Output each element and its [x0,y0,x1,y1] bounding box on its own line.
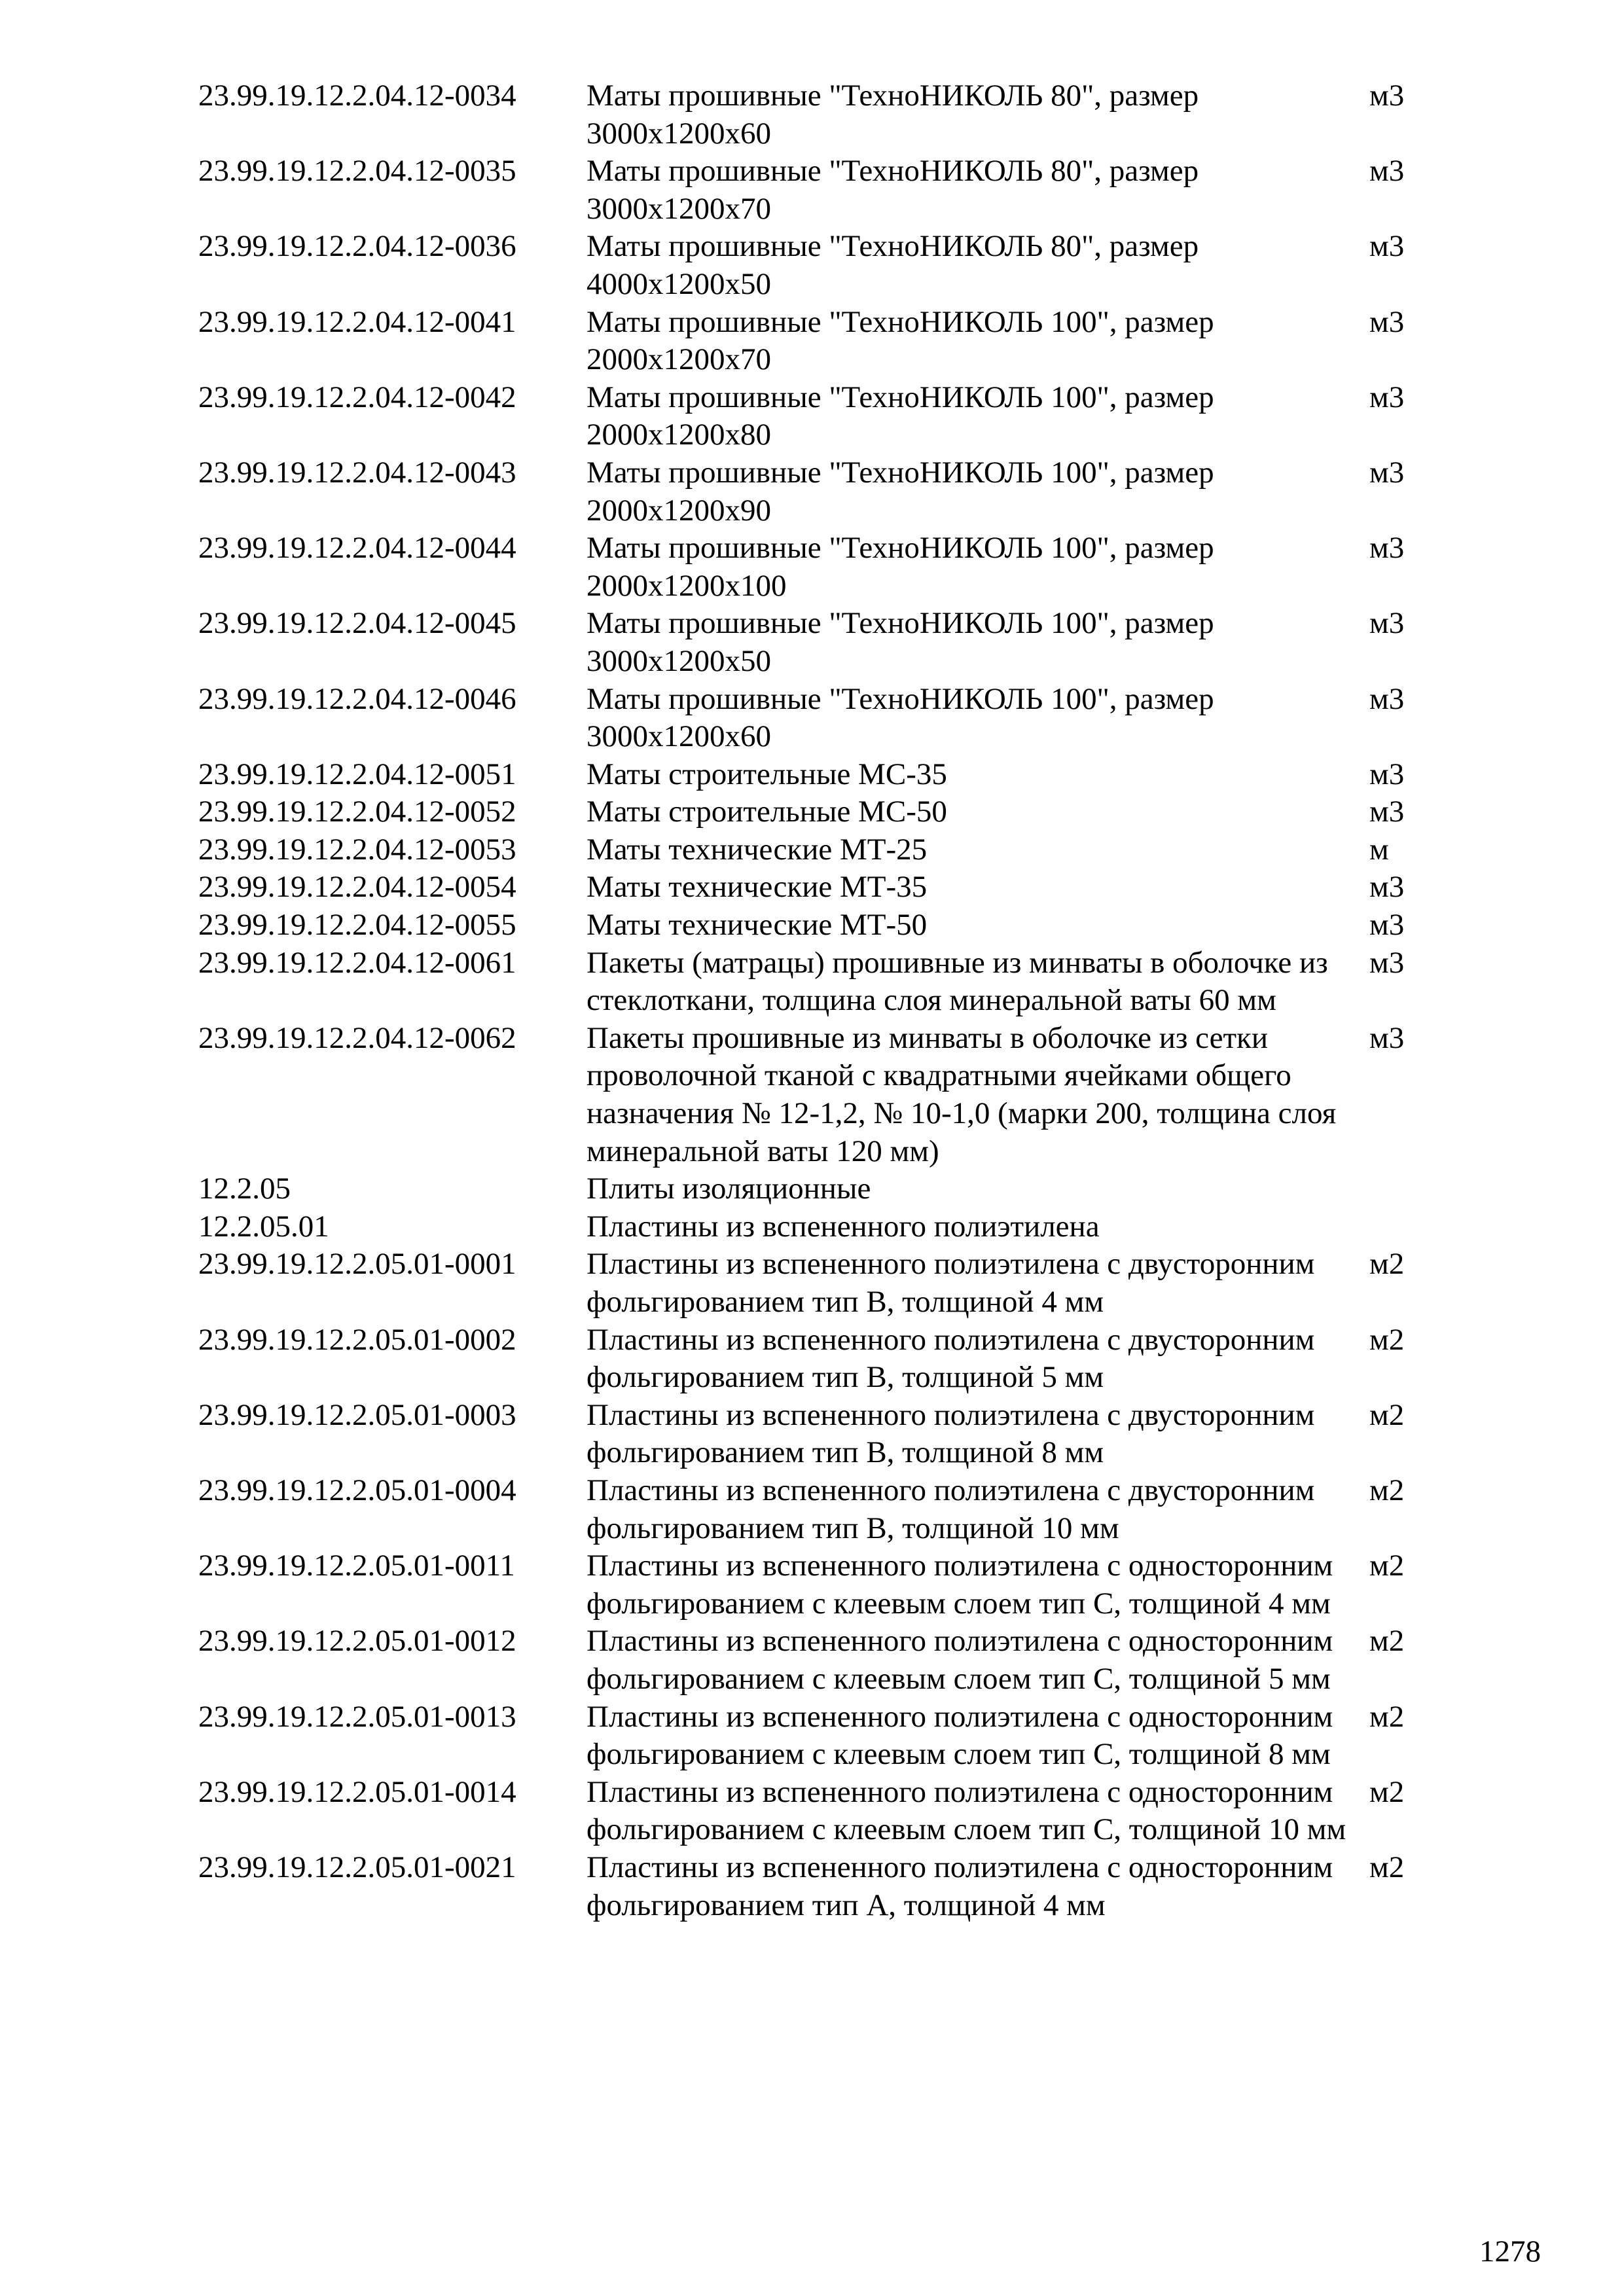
table-row [198,1774,1416,1849]
row-unit: м3 [1369,945,1405,980]
row-name: Пластины из вспененного полиэтилена с односторонним фольгированием тип А, толщиной 4 мм [586,1850,1333,1922]
table-row [198,1698,1416,1774]
section-heading-row [198,1170,1416,1208]
row-name: Пластины из вспененного полиэтилена с двусторонним фольгированием тип В, толщиной 10 мм [586,1473,1315,1545]
row-unit: м3 [1369,908,1405,942]
row-unit: м3 [1369,154,1405,188]
row-unit: м2 [1369,1699,1405,1734]
row-unit: м3 [1369,757,1405,791]
row-name: Пластины из вспененного полиэтилена с односторонним фольгированием с клеевым слоем тип С, толщиной 8 мм [586,1699,1333,1772]
table-row [198,1472,1416,1547]
row-name: Пластины из вспененного полиэтилена с двусторонним фольгированием тип В, толщиной 4 мм [586,1247,1315,1319]
row-unit: м3 [1369,79,1405,113]
row-code: 23.99.19.12.2.05.01-0014 [198,1774,516,1809]
section-title: Плиты изоляционные [586,1172,871,1206]
table-row [198,304,1416,379]
row-unit: м3 [1369,531,1405,565]
row-code: 23.99.19.12.2.04.12-0055 [198,908,516,942]
row-code: 23.99.19.12.2.04.12-0042 [198,380,516,414]
row-name: Пластины из вспененного полиэтилена с односторонним фольгированием с клеевым слоем тип С, толщиной 10 мм [586,1774,1346,1847]
table-row [198,529,1416,605]
row-code: 23.99.19.12.2.04.12-0035 [198,154,516,188]
subsection-code: 12.2.05.01 [198,1209,329,1244]
row-unit: м2 [1369,1397,1405,1432]
row-name: Маты прошивные "ТехноНИКОЛЬ 100", размер 3000х1200х50 [586,606,1214,678]
price-table [198,77,1416,1924]
row-unit: м2 [1369,1774,1405,1809]
row-unit: м3 [1369,455,1405,490]
row-code: 23.99.19.12.2.05.01-0002 [198,1322,516,1357]
table-row [198,228,1416,303]
row-unit: м3 [1369,1020,1405,1055]
table-row [198,944,1416,1020]
table-row [198,869,1416,906]
row-code: 23.99.19.12.2.04.12-0046 [198,681,516,716]
table-row [198,1849,1416,1924]
row-unit: м2 [1369,1549,1405,1583]
row-name: Маты прошивные "ТехноНИКОЛЬ 100", размер 2000х1200х100 [586,531,1214,603]
row-code: 23.99.19.12.2.04.12-0045 [198,606,516,641]
row-name: Маты прошивные "ТехноНИКОЛЬ 100", размер 2000х1200х90 [586,455,1214,528]
row-name: Маты прошивные "ТехноНИКОЛЬ 80", размер 3000х1200х60 [586,79,1199,151]
table-row [198,1397,1416,1472]
table-row [198,1321,1416,1397]
row-unit: м3 [1369,229,1405,264]
row-name: Маты технические МТ-50 [586,908,928,942]
section-code: 12.2.05 [198,1172,291,1206]
row-code: 23.99.19.12.2.05.01-0004 [198,1473,516,1507]
table-row [198,152,1416,228]
row-unit: м3 [1369,795,1405,829]
row-unit: м [1369,832,1389,867]
table-row [198,1246,1416,1321]
row-code: 23.99.19.12.2.05.01-0001 [198,1247,516,1282]
row-code: 23.99.19.12.2.04.12-0041 [198,304,516,339]
row-code: 23.99.19.12.2.04.12-0044 [198,531,516,565]
table-row [198,906,1416,944]
row-code: 23.99.19.12.2.05.01-0011 [198,1549,515,1583]
row-code: 23.99.19.12.2.04.12-0051 [198,757,516,791]
row-unit: м3 [1369,380,1405,414]
row-code: 23.99.19.12.2.04.12-0054 [198,870,516,905]
table-row [198,1623,1416,1698]
subsection-heading-row [198,1208,1416,1246]
row-name: Маты технические МТ-35 [586,870,928,905]
row-code: 23.99.19.12.2.04.12-0053 [198,832,516,867]
table-row [198,379,1416,454]
row-name: Пластины из вспененного полиэтилена с двусторонним фольгированием тип В, толщиной 8 мм [586,1397,1315,1470]
row-code: 23.99.19.12.2.04.12-0061 [198,945,516,980]
row-name: Пакеты прошивные из минваты в оболочке из сетки проволочной тканой с квадратными ячейками общего назначения № 12-1,2, № 10-1,0 (марки 200, толщина слоя минеральной ваты 120 мм) [586,1020,1337,1168]
row-name: Пластины из вспененного полиэтилена с двусторонним фольгированием тип В, толщиной 5 мм [586,1322,1315,1395]
table-row [198,831,1416,869]
table-row [198,1020,1416,1170]
row-name: Маты прошивные "ТехноНИКОЛЬ 100", размер 2000х1200х80 [586,380,1214,452]
row-unit: м2 [1369,1850,1405,1884]
row-unit: м2 [1369,1473,1405,1507]
row-name: Маты технические МТ-25 [586,832,928,867]
row-name: Маты строительные МС-50 [586,795,947,829]
table-row [198,681,1416,756]
row-name: Пакеты (матрацы) прошивные из минваты в оболочке из стеклоткани, толщина слоя минеральной ваты 60 мм [586,945,1328,1018]
row-name: Маты прошивные "ТехноНИКОЛЬ 80", размер 3000х1200х70 [586,154,1199,226]
row-unit: м3 [1369,606,1405,641]
subsection-title: Пластины из вспененного полиэтилена [586,1209,1100,1244]
table-row [198,454,1416,529]
row-name: Маты прошивные "ТехноНИКОЛЬ 100", размер 3000х1200х60 [586,681,1214,754]
row-code: 23.99.19.12.2.05.01-0003 [198,1397,516,1432]
row-unit: м3 [1369,870,1405,905]
row-code: 23.99.19.12.2.05.01-0012 [198,1624,516,1659]
table-row [198,793,1416,831]
row-unit: м2 [1369,1624,1405,1659]
row-name: Маты прошивные "ТехноНИКОЛЬ 100", размер 2000х1200х70 [586,304,1214,377]
row-unit: м2 [1369,1247,1405,1282]
row-unit: м3 [1369,304,1405,339]
row-name: Пластины из вспененного полиэтилена с односторонним фольгированием с клеевым слоем тип С, толщиной 4 мм [586,1549,1333,1621]
table-row [198,1547,1416,1623]
row-unit: м3 [1369,681,1405,716]
table-row [198,756,1416,794]
row-code: 23.99.19.12.2.05.01-0021 [198,1850,516,1884]
row-code: 23.99.19.12.2.04.12-0034 [198,79,516,113]
row-code: 23.99.19.12.2.04.12-0043 [198,455,516,490]
table-row [198,605,1416,680]
row-code: 23.99.19.12.2.04.12-0052 [198,795,516,829]
row-name: Маты строительные МС-35 [586,757,947,791]
table-row [198,77,1416,152]
page-number: 1278 [1479,2234,1541,2269]
row-name: Маты прошивные "ТехноНИКОЛЬ 80", размер 4000х1200х50 [586,229,1199,301]
row-unit: м2 [1369,1322,1405,1357]
row-code: 23.99.19.12.2.05.01-0013 [198,1699,516,1734]
row-code: 23.99.19.12.2.04.12-0062 [198,1020,516,1055]
row-code: 23.99.19.12.2.04.12-0036 [198,229,516,264]
row-name: Пластины из вспененного полиэтилена с односторонним фольгированием с клеевым слоем тип С, толщиной 5 мм [586,1624,1333,1696]
